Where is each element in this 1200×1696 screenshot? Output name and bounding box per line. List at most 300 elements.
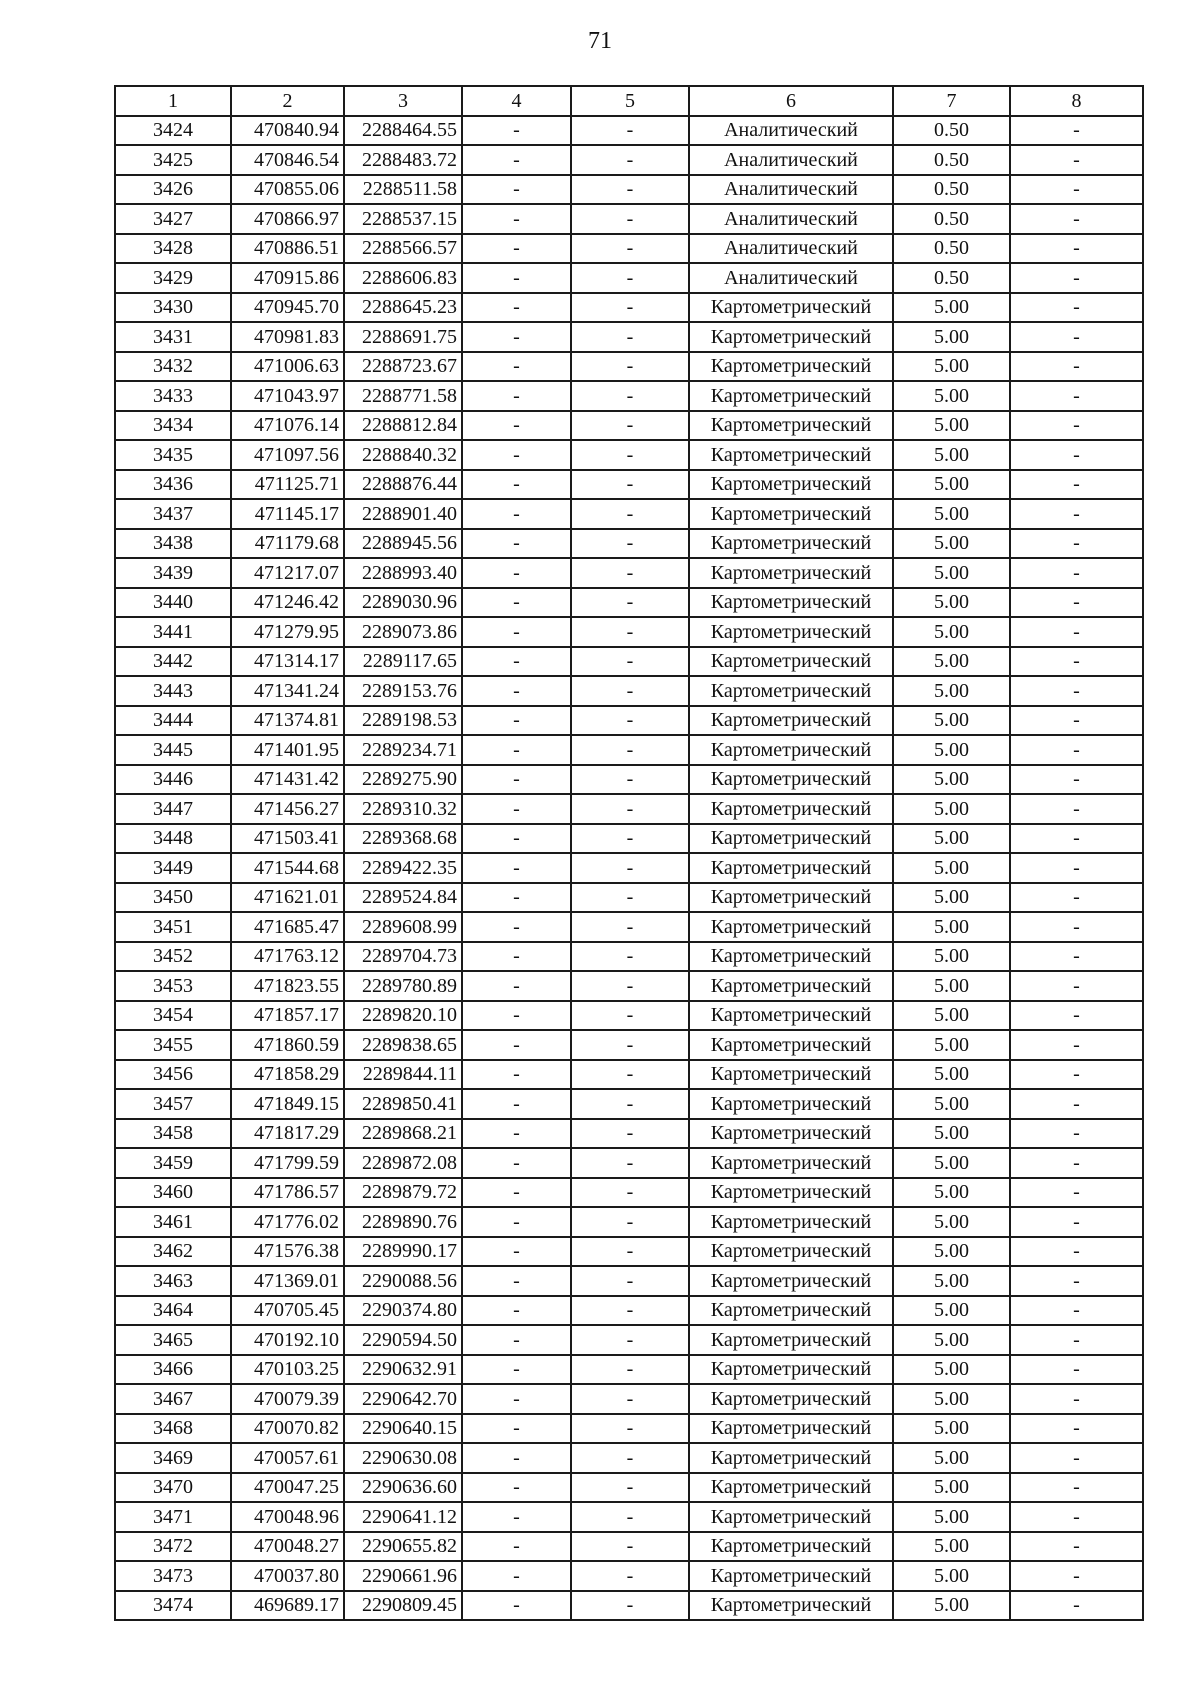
cell-col-5: - — [571, 529, 689, 559]
table-row — [115, 1443, 1143, 1473]
cell-point-number: 3456 — [115, 1060, 231, 1090]
cell-col-4: - — [462, 499, 571, 529]
table-row — [115, 1266, 1143, 1296]
cell-col-5: - — [571, 1591, 689, 1621]
cell-coord-x: 470048.27 — [231, 1532, 344, 1562]
cell-col-8: - — [1010, 1001, 1143, 1031]
cell-coord-y: 2289117.65 — [344, 647, 462, 677]
cell-col-4: - — [462, 942, 571, 972]
cell-col-5: - — [571, 381, 689, 411]
cell-coord-y: 2289524.84 — [344, 883, 462, 913]
cell-col-4: - — [462, 912, 571, 942]
cell-col-4: - — [462, 204, 571, 234]
cell-col-5: - — [571, 116, 689, 146]
cell-accuracy: 5.00 — [893, 440, 1010, 470]
cell-col-5: - — [571, 1207, 689, 1237]
cell-coord-x: 470866.97 — [231, 204, 344, 234]
table-row — [115, 1001, 1143, 1031]
cell-accuracy: 5.00 — [893, 1119, 1010, 1149]
cell-method: Картометрический — [689, 1296, 893, 1326]
cell-coord-y: 2288840.32 — [344, 440, 462, 470]
cell-method: Картометрический — [689, 706, 893, 736]
table-row — [115, 1119, 1143, 1149]
cell-col-4: - — [462, 529, 571, 559]
cell-method: Картометрический — [689, 588, 893, 618]
cell-col-4: - — [462, 145, 571, 175]
cell-coord-y: 2288771.58 — [344, 381, 462, 411]
cell-col-8: - — [1010, 440, 1143, 470]
cell-method: Аналитический — [689, 116, 893, 146]
cell-col-4: - — [462, 853, 571, 883]
cell-coord-y: 2288876.44 — [344, 470, 462, 500]
cell-method: Картометрический — [689, 824, 893, 854]
cell-coord-y: 2288645.23 — [344, 293, 462, 323]
cell-col-5: - — [571, 765, 689, 795]
cell-method: Аналитический — [689, 204, 893, 234]
cell-point-number: 3457 — [115, 1089, 231, 1119]
cell-col-8: - — [1010, 1237, 1143, 1267]
cell-col-5: - — [571, 735, 689, 765]
cell-col-4: - — [462, 470, 571, 500]
cell-method: Картометрический — [689, 617, 893, 647]
cell-point-number: 3441 — [115, 617, 231, 647]
cell-coord-y: 2290630.08 — [344, 1443, 462, 1473]
cell-method: Картометрический — [689, 1178, 893, 1208]
cell-col-4: - — [462, 1030, 571, 1060]
cell-coord-x: 471544.68 — [231, 853, 344, 883]
cell-method: Картометрический — [689, 1325, 893, 1355]
cell-accuracy: 5.00 — [893, 942, 1010, 972]
cell-accuracy: 5.00 — [893, 470, 1010, 500]
cell-col-4: - — [462, 116, 571, 146]
cell-method: Аналитический — [689, 175, 893, 205]
cell-col-5: - — [571, 1266, 689, 1296]
cell-coord-x: 470886.51 — [231, 234, 344, 264]
cell-point-number: 3473 — [115, 1561, 231, 1591]
table-row — [115, 499, 1143, 529]
cell-col-4: - — [462, 617, 571, 647]
cell-point-number: 3443 — [115, 676, 231, 706]
cell-coord-y: 2290655.82 — [344, 1532, 462, 1562]
cell-col-8: - — [1010, 263, 1143, 293]
cell-coord-y: 2290632.91 — [344, 1355, 462, 1385]
cell-coord-y: 2288945.56 — [344, 529, 462, 559]
cell-col-5: - — [571, 352, 689, 382]
cell-col-4: - — [462, 352, 571, 382]
cell-col-8: - — [1010, 942, 1143, 972]
cell-accuracy: 5.00 — [893, 1001, 1010, 1031]
table-row — [115, 1060, 1143, 1090]
cell-point-number: 3450 — [115, 883, 231, 913]
cell-coord-x: 471145.17 — [231, 499, 344, 529]
cell-coord-x: 470057.61 — [231, 1443, 344, 1473]
cell-method: Картометрический — [689, 440, 893, 470]
cell-accuracy: 5.00 — [893, 529, 1010, 559]
cell-accuracy: 5.00 — [893, 617, 1010, 647]
cell-col-8: - — [1010, 558, 1143, 588]
cell-coord-x: 471246.42 — [231, 588, 344, 618]
cell-coord-y: 2289422.35 — [344, 853, 462, 883]
cell-col-5: - — [571, 942, 689, 972]
cell-col-5: - — [571, 411, 689, 441]
cell-col-8: - — [1010, 883, 1143, 913]
cell-point-number: 3429 — [115, 263, 231, 293]
cell-coord-y: 2288566.57 — [344, 234, 462, 264]
cell-coord-y: 2290641.12 — [344, 1502, 462, 1532]
cell-col-8: - — [1010, 1060, 1143, 1090]
cell-coord-x: 471341.24 — [231, 676, 344, 706]
cell-col-5: - — [571, 1237, 689, 1267]
cell-point-number: 3434 — [115, 411, 231, 441]
cell-method: Картометрический — [689, 735, 893, 765]
table-row — [115, 411, 1143, 441]
cell-accuracy: 5.00 — [893, 1443, 1010, 1473]
cell-coord-y: 2289879.72 — [344, 1178, 462, 1208]
cell-method: Картометрический — [689, 322, 893, 352]
cell-col-5: - — [571, 1355, 689, 1385]
cell-coord-x: 470070.82 — [231, 1414, 344, 1444]
cell-coord-y: 2288812.84 — [344, 411, 462, 441]
cell-point-number: 3465 — [115, 1325, 231, 1355]
coordinates-table — [114, 85, 1144, 1621]
cell-coord-x: 470048.96 — [231, 1502, 344, 1532]
cell-accuracy: 5.00 — [893, 1561, 1010, 1591]
cell-coord-y: 2290661.96 — [344, 1561, 462, 1591]
cell-method: Картометрический — [689, 1060, 893, 1090]
cell-col-8: - — [1010, 794, 1143, 824]
cell-col-8: - — [1010, 175, 1143, 205]
cell-accuracy: 5.00 — [893, 1296, 1010, 1326]
cell-col-8: - — [1010, 1148, 1143, 1178]
cell-method: Аналитический — [689, 145, 893, 175]
cell-coord-x: 471314.17 — [231, 647, 344, 677]
cell-accuracy: 5.00 — [893, 794, 1010, 824]
cell-col-8: - — [1010, 1178, 1143, 1208]
cell-coord-y: 2289368.68 — [344, 824, 462, 854]
cell-col-8: - — [1010, 529, 1143, 559]
cell-coord-y: 2289275.90 — [344, 765, 462, 795]
cell-coord-x: 470037.80 — [231, 1561, 344, 1591]
cell-coord-x: 470915.86 — [231, 263, 344, 293]
table-row — [115, 204, 1143, 234]
cell-method: Картометрический — [689, 1030, 893, 1060]
cell-accuracy: 5.00 — [893, 1207, 1010, 1237]
cell-col-8: - — [1010, 1266, 1143, 1296]
table-row — [115, 676, 1143, 706]
cell-coord-x: 471374.81 — [231, 706, 344, 736]
cell-point-number: 3463 — [115, 1266, 231, 1296]
cell-col-5: - — [571, 1384, 689, 1414]
cell-coord-y: 2288537.15 — [344, 204, 462, 234]
cell-col-4: - — [462, 381, 571, 411]
cell-accuracy: 5.00 — [893, 765, 1010, 795]
cell-coord-y: 2290636.60 — [344, 1473, 462, 1503]
cell-coord-x: 471279.95 — [231, 617, 344, 647]
cell-method: Картометрический — [689, 1384, 893, 1414]
cell-coord-x: 471858.29 — [231, 1060, 344, 1090]
cell-col-4: - — [462, 440, 571, 470]
cell-col-5: - — [571, 1119, 689, 1149]
cell-method: Картометрический — [689, 1591, 893, 1621]
cell-point-number: 3430 — [115, 293, 231, 323]
cell-col-8: - — [1010, 735, 1143, 765]
cell-accuracy: 5.00 — [893, 1030, 1010, 1060]
cell-point-number: 3467 — [115, 1384, 231, 1414]
cell-col-5: - — [571, 1030, 689, 1060]
cell-col-8: - — [1010, 1325, 1143, 1355]
cell-point-number: 3438 — [115, 529, 231, 559]
cell-coord-y: 2290640.15 — [344, 1414, 462, 1444]
cell-point-number: 3425 — [115, 145, 231, 175]
cell-coord-x: 471621.01 — [231, 883, 344, 913]
cell-method: Картометрический — [689, 529, 893, 559]
cell-col-4: - — [462, 1296, 571, 1326]
cell-point-number: 3458 — [115, 1119, 231, 1149]
cell-method: Картометрический — [689, 470, 893, 500]
cell-col-4: - — [462, 824, 571, 854]
cell-point-number: 3474 — [115, 1591, 231, 1621]
cell-accuracy: 5.00 — [893, 853, 1010, 883]
cell-accuracy: 0.50 — [893, 204, 1010, 234]
cell-point-number: 3464 — [115, 1296, 231, 1326]
cell-col-4: - — [462, 1001, 571, 1031]
table-row — [115, 293, 1143, 323]
cell-col-4: - — [462, 735, 571, 765]
cell-col-4: - — [462, 676, 571, 706]
header-cell-accuracy: 7 — [893, 86, 1010, 116]
cell-col-8: - — [1010, 1532, 1143, 1562]
table-row — [115, 175, 1143, 205]
cell-col-5: - — [571, 1296, 689, 1326]
cell-coord-y: 2290809.45 — [344, 1591, 462, 1621]
table-row — [115, 234, 1143, 264]
cell-point-number: 3446 — [115, 765, 231, 795]
table-row — [115, 558, 1143, 588]
cell-point-number: 3431 — [115, 322, 231, 352]
table-row — [115, 883, 1143, 913]
cell-point-number: 3436 — [115, 470, 231, 500]
table-row — [115, 1355, 1143, 1385]
cell-coord-x: 470705.45 — [231, 1296, 344, 1326]
table-row — [115, 116, 1143, 146]
cell-col-5: - — [571, 1443, 689, 1473]
cell-coord-y: 2288511.58 — [344, 175, 462, 205]
cell-coord-y: 2289608.99 — [344, 912, 462, 942]
cell-method: Картометрический — [689, 1089, 893, 1119]
header-cell-point-number: 1 — [115, 86, 231, 116]
cell-coord-y: 2288901.40 — [344, 499, 462, 529]
table-row — [115, 1296, 1143, 1326]
cell-coord-x: 471125.71 — [231, 470, 344, 500]
cell-col-4: - — [462, 1178, 571, 1208]
cell-method: Аналитический — [689, 263, 893, 293]
cell-point-number: 3424 — [115, 116, 231, 146]
cell-point-number: 3447 — [115, 794, 231, 824]
cell-accuracy: 5.00 — [893, 676, 1010, 706]
cell-accuracy: 5.00 — [893, 1502, 1010, 1532]
cell-col-4: - — [462, 1561, 571, 1591]
cell-method: Картометрический — [689, 1266, 893, 1296]
cell-col-5: - — [571, 676, 689, 706]
cell-coord-y: 2288993.40 — [344, 558, 462, 588]
cell-point-number: 3462 — [115, 1237, 231, 1267]
cell-coord-x: 470945.70 — [231, 293, 344, 323]
cell-col-4: - — [462, 971, 571, 1001]
cell-coord-y: 2289030.96 — [344, 588, 462, 618]
cell-col-8: - — [1010, 676, 1143, 706]
cell-coord-x: 471179.68 — [231, 529, 344, 559]
cell-coord-y: 2288606.83 — [344, 263, 462, 293]
cell-col-4: - — [462, 411, 571, 441]
cell-col-8: - — [1010, 1030, 1143, 1060]
cell-col-4: - — [462, 1207, 571, 1237]
cell-coord-x: 470846.54 — [231, 145, 344, 175]
cell-col-5: - — [571, 470, 689, 500]
cell-col-5: - — [571, 617, 689, 647]
cell-method: Картометрический — [689, 411, 893, 441]
cell-col-8: - — [1010, 647, 1143, 677]
table-row — [115, 1384, 1143, 1414]
cell-method: Аналитический — [689, 234, 893, 264]
cell-col-8: - — [1010, 116, 1143, 146]
cell-col-5: - — [571, 322, 689, 352]
header-cell-method: 6 — [689, 86, 893, 116]
cell-col-5: - — [571, 588, 689, 618]
cell-col-8: - — [1010, 1414, 1143, 1444]
cell-col-8: - — [1010, 588, 1143, 618]
cell-accuracy: 5.00 — [893, 1178, 1010, 1208]
cell-coord-x: 471217.07 — [231, 558, 344, 588]
cell-coord-x: 471576.38 — [231, 1237, 344, 1267]
table-row — [115, 263, 1143, 293]
cell-coord-x: 471097.56 — [231, 440, 344, 470]
cell-col-4: - — [462, 1237, 571, 1267]
cell-col-5: - — [571, 647, 689, 677]
header-cell-col-4: 4 — [462, 86, 571, 116]
cell-coord-x: 470840.94 — [231, 116, 344, 146]
table-row — [115, 381, 1143, 411]
cell-point-number: 3459 — [115, 1148, 231, 1178]
cell-col-4: - — [462, 1119, 571, 1149]
table-row — [115, 971, 1143, 1001]
cell-coord-y: 2289890.76 — [344, 1207, 462, 1237]
cell-accuracy: 0.50 — [893, 263, 1010, 293]
cell-col-4: - — [462, 1532, 571, 1562]
cell-point-number: 3435 — [115, 440, 231, 470]
cell-col-8: - — [1010, 912, 1143, 942]
cell-accuracy: 5.00 — [893, 1089, 1010, 1119]
header-cell-col-8: 8 — [1010, 86, 1143, 116]
cell-accuracy: 5.00 — [893, 735, 1010, 765]
cell-coord-x: 470103.25 — [231, 1355, 344, 1385]
cell-point-number: 3461 — [115, 1207, 231, 1237]
cell-col-5: - — [571, 558, 689, 588]
cell-point-number: 3470 — [115, 1473, 231, 1503]
cell-method: Картометрический — [689, 1414, 893, 1444]
cell-point-number: 3469 — [115, 1443, 231, 1473]
cell-col-8: - — [1010, 1119, 1143, 1149]
cell-coord-y: 2289868.21 — [344, 1119, 462, 1149]
cell-col-8: - — [1010, 411, 1143, 441]
cell-coord-y: 2289780.89 — [344, 971, 462, 1001]
cell-col-4: - — [462, 263, 571, 293]
cell-coord-y: 2290374.80 — [344, 1296, 462, 1326]
cell-col-8: - — [1010, 706, 1143, 736]
cell-coord-x: 471369.01 — [231, 1266, 344, 1296]
table-row — [115, 1414, 1143, 1444]
cell-point-number: 3426 — [115, 175, 231, 205]
cell-accuracy: 5.00 — [893, 1384, 1010, 1414]
table-row — [115, 853, 1143, 883]
cell-coord-y: 2290594.50 — [344, 1325, 462, 1355]
cell-coord-x: 471860.59 — [231, 1030, 344, 1060]
cell-coord-y: 2290088.56 — [344, 1266, 462, 1296]
cell-coord-y: 2289850.41 — [344, 1089, 462, 1119]
cell-coord-x: 471401.95 — [231, 735, 344, 765]
table-row — [115, 1030, 1143, 1060]
cell-coord-x: 471817.29 — [231, 1119, 344, 1149]
cell-col-4: - — [462, 1089, 571, 1119]
cell-col-4: - — [462, 1502, 571, 1532]
cell-col-8: - — [1010, 1384, 1143, 1414]
cell-accuracy: 5.00 — [893, 1148, 1010, 1178]
cell-accuracy: 5.00 — [893, 1237, 1010, 1267]
cell-coord-y: 2289872.08 — [344, 1148, 462, 1178]
cell-point-number: 3448 — [115, 824, 231, 854]
cell-point-number: 3471 — [115, 1502, 231, 1532]
cell-coord-x: 471763.12 — [231, 942, 344, 972]
cell-coord-y: 2289838.65 — [344, 1030, 462, 1060]
cell-coord-y: 2289844.11 — [344, 1060, 462, 1090]
cell-col-8: - — [1010, 1207, 1143, 1237]
cell-method: Картометрический — [689, 794, 893, 824]
table-row — [115, 1207, 1143, 1237]
cell-col-5: - — [571, 1473, 689, 1503]
cell-method: Картометрический — [689, 1473, 893, 1503]
table-body — [115, 116, 1143, 1621]
table-row — [115, 824, 1143, 854]
cell-coord-x: 470981.83 — [231, 322, 344, 352]
cell-coord-x: 471043.97 — [231, 381, 344, 411]
cell-accuracy: 5.00 — [893, 558, 1010, 588]
cell-point-number: 3427 — [115, 204, 231, 234]
cell-col-8: - — [1010, 204, 1143, 234]
cell-method: Картометрический — [689, 1237, 893, 1267]
cell-coord-y: 2289990.17 — [344, 1237, 462, 1267]
cell-accuracy: 5.00 — [893, 411, 1010, 441]
cell-coord-y: 2289310.32 — [344, 794, 462, 824]
cell-point-number: 3449 — [115, 853, 231, 883]
cell-col-4: - — [462, 706, 571, 736]
cell-point-number: 3442 — [115, 647, 231, 677]
cell-method: Картометрический — [689, 293, 893, 323]
cell-col-4: - — [462, 1148, 571, 1178]
cell-coord-x: 471685.47 — [231, 912, 344, 942]
cell-method: Картометрический — [689, 1119, 893, 1149]
cell-point-number: 3454 — [115, 1001, 231, 1031]
cell-col-5: - — [571, 1178, 689, 1208]
cell-col-5: - — [571, 204, 689, 234]
cell-col-8: - — [1010, 381, 1143, 411]
cell-accuracy: 5.00 — [893, 706, 1010, 736]
cell-coord-x: 471456.27 — [231, 794, 344, 824]
cell-col-4: - — [462, 175, 571, 205]
cell-point-number: 3472 — [115, 1532, 231, 1562]
cell-method: Картометрический — [689, 381, 893, 411]
cell-col-8: - — [1010, 293, 1143, 323]
header-cell-col-5: 5 — [571, 86, 689, 116]
cell-coord-x: 470855.06 — [231, 175, 344, 205]
